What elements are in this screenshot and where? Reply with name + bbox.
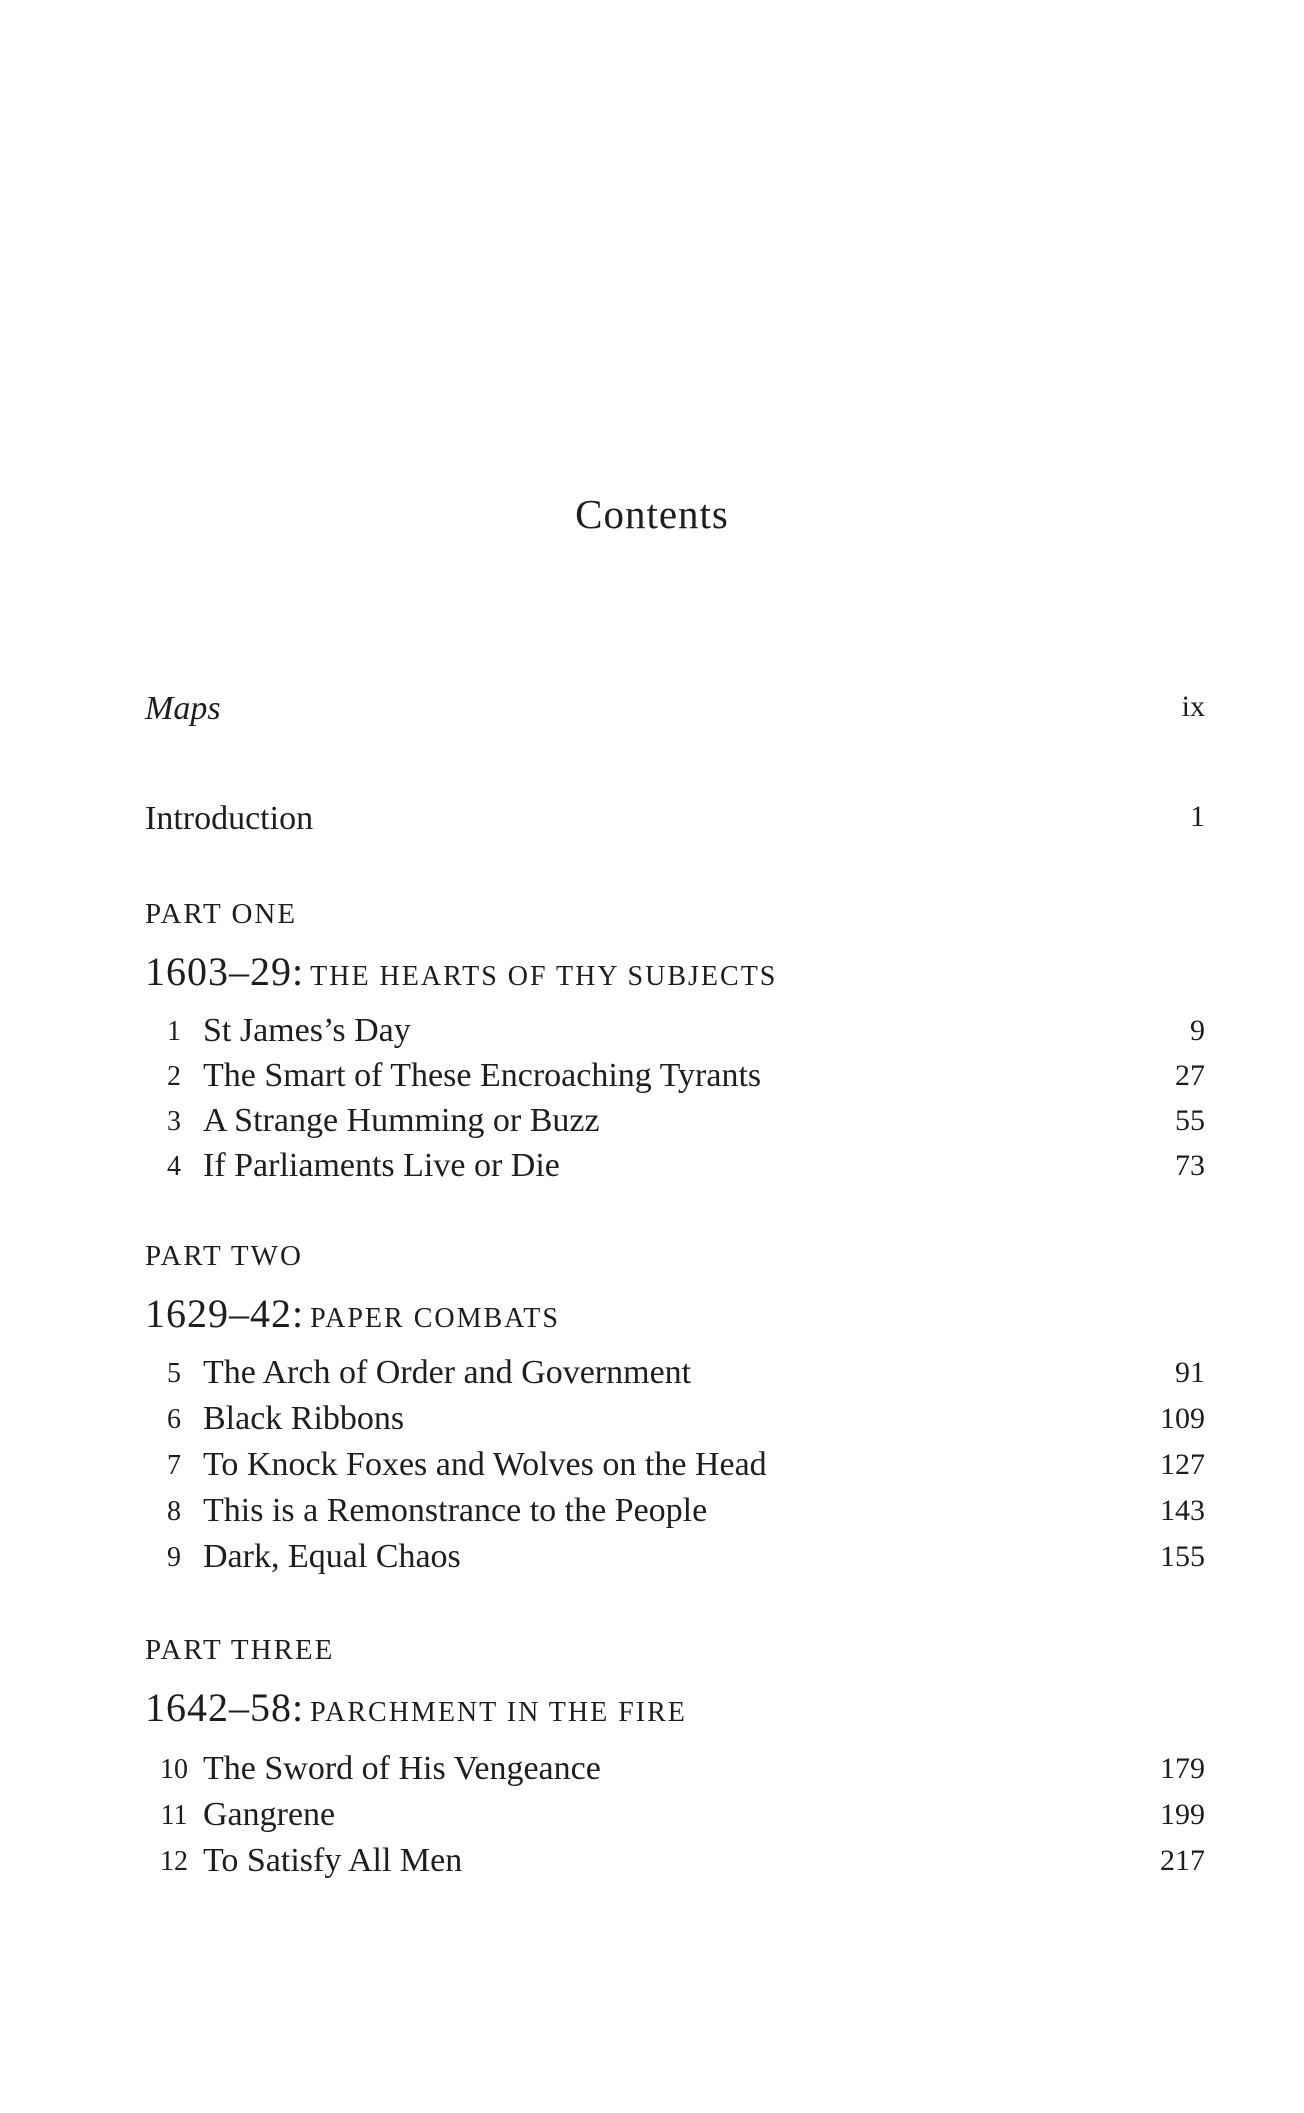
- chapter-entry[interactable]: [145, 1750, 1205, 1794]
- chapter-entry[interactable]: [145, 1446, 1205, 1490]
- chapter-entry[interactable]: [145, 1057, 1205, 1101]
- chapter-page: 155: [1160, 1540, 1205, 1573]
- chapter-page: 91: [1175, 1356, 1205, 1389]
- chapter-page: 27: [1175, 1059, 1205, 1092]
- chapter-entry[interactable]: [145, 1538, 1205, 1582]
- chapter-title: A Strange Humming or Buzz: [203, 1102, 600, 1139]
- chapter-entry[interactable]: [145, 1400, 1205, 1444]
- chapter-page: 55: [1175, 1104, 1205, 1137]
- part-label: PART THREE: [145, 1634, 335, 1666]
- chapter-title: If Parliaments Live or Die: [203, 1147, 560, 1184]
- chapter-title: St James’s Day: [203, 1012, 411, 1049]
- part-years: 1603–29:: [145, 949, 305, 994]
- chapter-page: 127: [1160, 1448, 1205, 1481]
- chapter-page: 73: [1175, 1149, 1205, 1182]
- chapter-page: 217: [1160, 1844, 1205, 1877]
- chapter-title: Dark, Equal Chaos: [203, 1538, 461, 1575]
- chapter-entry[interactable]: [145, 1796, 1205, 1840]
- chapter-number: 6: [167, 1404, 181, 1435]
- chapter-number: 9: [167, 1542, 181, 1573]
- part-heading: [145, 1684, 687, 1731]
- page-title: Contents: [575, 491, 729, 537]
- chapter-title: To Satisfy All Men: [203, 1842, 463, 1879]
- chapter-number: 5: [167, 1358, 181, 1389]
- toc-entry-page: ix: [1181, 690, 1205, 723]
- chapter-entry[interactable]: [145, 1102, 1205, 1146]
- chapter-entry[interactable]: [145, 1012, 1205, 1056]
- part-heading: [145, 1290, 560, 1337]
- part-label: PART TWO: [145, 1240, 303, 1272]
- chapter-number: 10: [160, 1754, 188, 1785]
- part-title: PAPER COMBATS: [310, 1303, 560, 1334]
- toc-entry-page: 1: [1190, 800, 1205, 833]
- chapter-title: The Smart of These Encroaching Tyrants: [203, 1057, 762, 1094]
- toc-entry-label: Introduction: [145, 800, 314, 837]
- part-title: PARCHMENT IN THE FIRE: [310, 1697, 687, 1728]
- chapter-number: 7: [167, 1450, 181, 1481]
- chapter-number: 11: [160, 1800, 188, 1831]
- part-heading: [145, 948, 777, 995]
- part-years: 1642–58:: [145, 1685, 305, 1730]
- toc-entry-maps[interactable]: [145, 690, 1205, 736]
- chapter-title: Black Ribbons: [203, 1400, 405, 1437]
- chapter-title: To Knock Foxes and Wolves on the Head: [203, 1446, 767, 1483]
- part-years: 1629–42:: [145, 1291, 305, 1336]
- chapter-number: 2: [167, 1061, 181, 1092]
- chapter-page: 9: [1190, 1014, 1205, 1047]
- chapter-title: The Sword of His Vengeance: [203, 1750, 601, 1787]
- chapter-entry[interactable]: [145, 1354, 1205, 1398]
- part-title: THE HEARTS OF THY SUBJECTS: [310, 961, 778, 992]
- chapter-page: 199: [1160, 1798, 1205, 1831]
- chapter-entry[interactable]: [145, 1147, 1205, 1191]
- chapter-page: 109: [1160, 1402, 1205, 1435]
- part-label: PART ONE: [145, 898, 298, 930]
- chapter-number: 1: [167, 1016, 181, 1047]
- chapter-page: 179: [1160, 1752, 1205, 1785]
- chapter-number: 3: [167, 1106, 181, 1137]
- toc-entry-label: Maps: [145, 690, 221, 727]
- chapter-page: 143: [1160, 1494, 1205, 1527]
- chapter-title: This is a Remonstrance to the People: [203, 1492, 708, 1529]
- toc-entry-introduction[interactable]: [145, 800, 1205, 846]
- chapter-entry[interactable]: [145, 1492, 1205, 1536]
- chapter-title: The Arch of Order and Government: [203, 1354, 692, 1391]
- chapter-number: 12: [160, 1846, 188, 1877]
- chapter-title: Gangrene: [203, 1796, 336, 1833]
- chapter-number: 8: [167, 1496, 181, 1527]
- chapter-number: 4: [167, 1151, 181, 1182]
- chapter-entry[interactable]: [145, 1842, 1205, 1886]
